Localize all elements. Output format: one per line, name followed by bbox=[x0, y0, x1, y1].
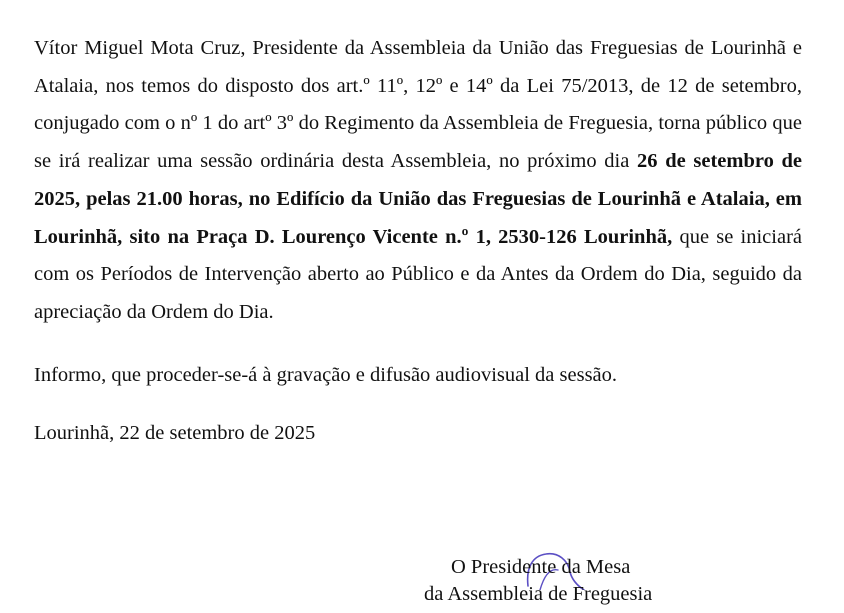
signature-title: O Presidente da Mesa bbox=[451, 556, 631, 578]
signature-subtitle: da Assembleia de Freguesia bbox=[424, 583, 653, 605]
meeting-details: 26 de setembro de 2025, pelas 21.00 horas, no Edifício da União das Freguesias de Lourinhã e Atalaia, em Lourinhã, sito na Praça D. Lourenço Vicente n.º 1, 2530-126 Lourinhã, bbox=[34, 150, 802, 248]
notice-agenda-text: que se iniciará com os Períodos de Intervenção aberto ao Público e da Antes da Ordem do Dia, seguido da apreciação da Ordem do Dia. bbox=[34, 225, 803, 323]
place-date: Lourinhã, 22 de setembro de 2025 bbox=[34, 422, 316, 444]
notice-paragraph bbox=[34, 30, 802, 332]
recording-notice: Informo, que proceder-se-á à gravação e difusão audiovisual da sessão. bbox=[34, 364, 618, 386]
notice-intro-text: Vítor Miguel Mota Cruz, Presidente da Assembleia da União das Freguesias de Lourinhã e Atalaia, nos temos do disposto dos art.º 11º, 12º e 14º da Lei 75/2013, de 12 de setembro, conjugado com o nº 1 do artº 3º do Regimento da Assembleia de Freguesia, torna público que se irá realizar uma sessão ordinária desta Assembleia, no próximo dia bbox=[34, 37, 802, 173]
